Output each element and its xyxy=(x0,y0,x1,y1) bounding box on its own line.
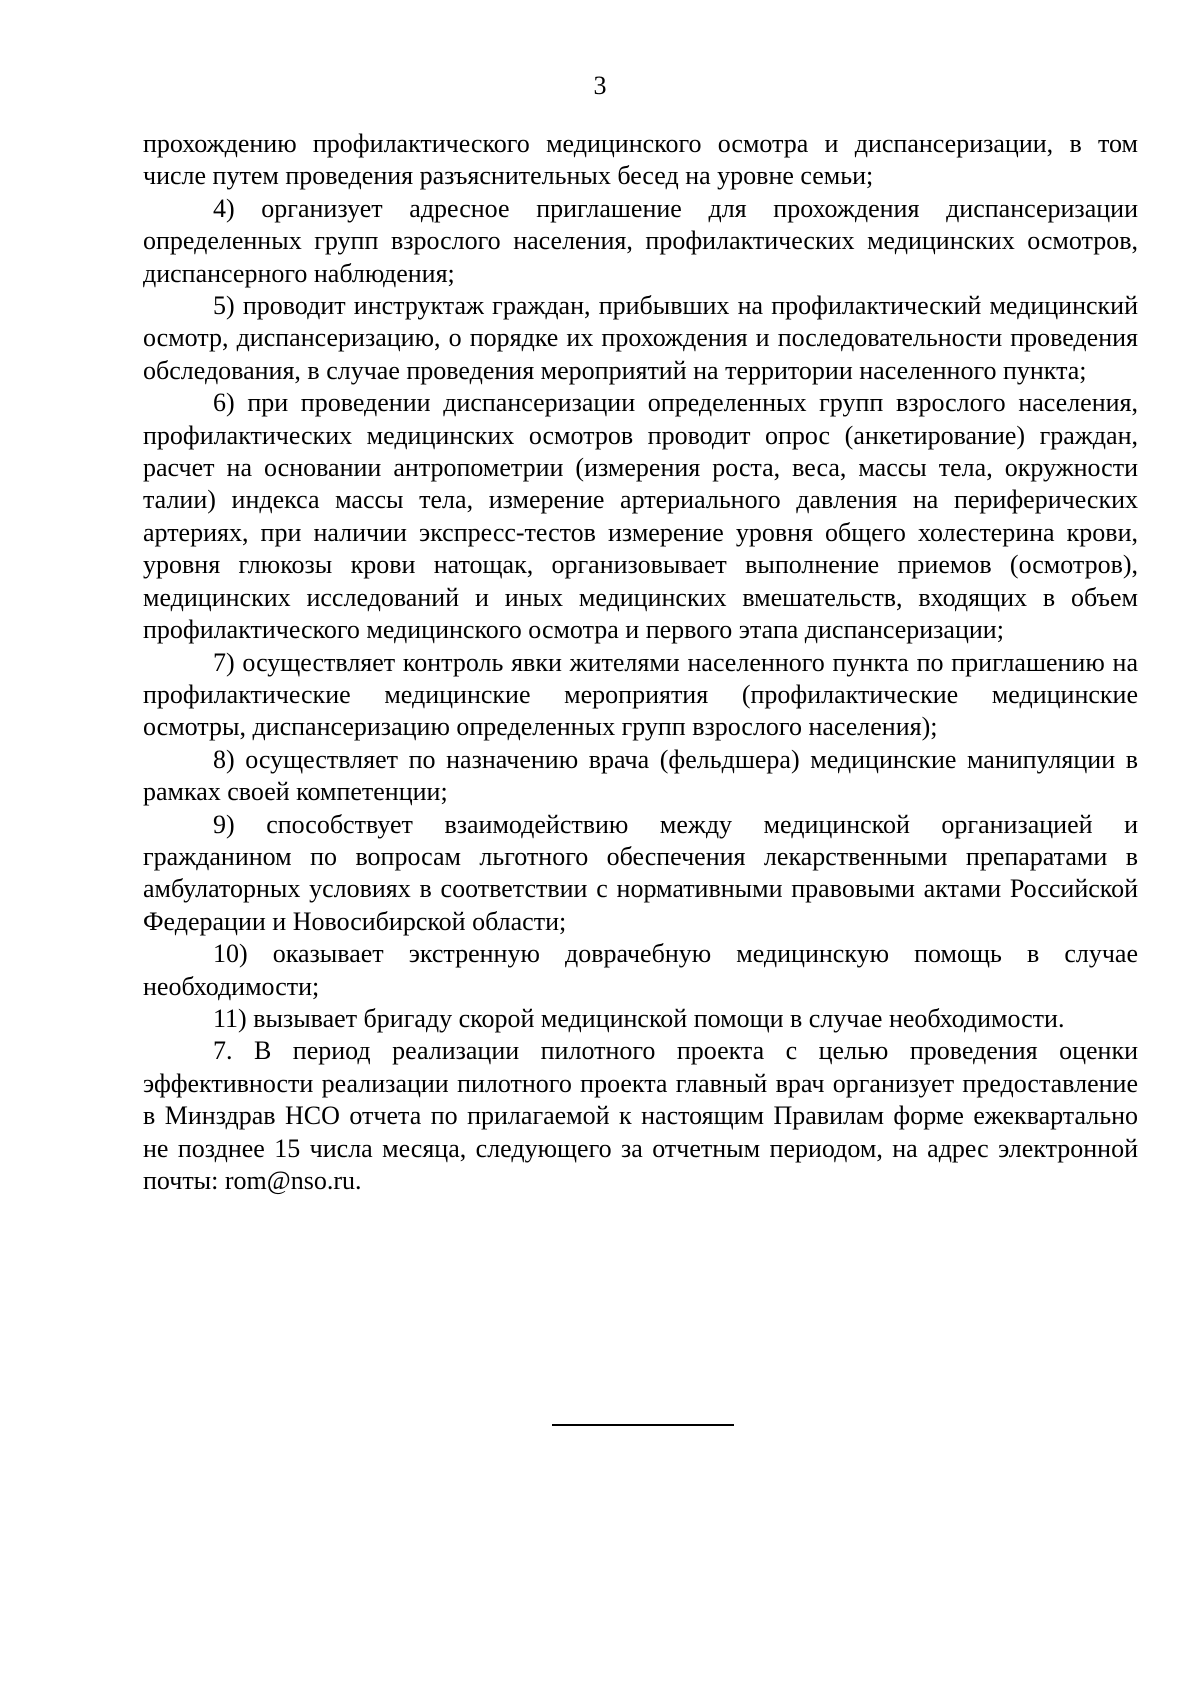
paragraph-section-7: 7. В период реализации пилотного проекта с целью проведения оценки эффективности реализации пилотного проекта главный врач организует предоставление в Минздрав НСО отчета по прилагаемой к настоящим Правилам форме ежеквартально не позднее 15 числа месяца, следующего за отчетным периодом, на адрес электронной почты: rom@nso.ru. xyxy=(143,1036,1138,1195)
paragraph-item-7: 7) осуществляет контроль явки жителями населенного пункта по приглашению на профилактические медицинские мероприятия (профилактические медицинские осмотры, диспансеризацию определенных групп взрослого населения); xyxy=(143,647,1138,742)
end-of-document-rule xyxy=(552,1424,734,1426)
paragraph-item-9: 9) способствует взаимодействию между медицинской организацией и гражданином по вопросам льготного обеспечения лекарственными препаратами в амбулаторных условиях в соответствии с нормативными правовыми актами Российской Федерации и Новосибирской области; xyxy=(143,809,1138,936)
paragraph-continuation: прохождению профилактического медицинского осмотра и диспансеризации, в том числе путем проведения разъяснительных бесед на уровне семьи; xyxy=(143,129,1138,191)
paragraph-item-6: 6) при проведении диспансеризации определенных групп взрослого населения, профилактических медицинских осмотров проводит опрос (анкетирование) граждан, расчет на основании антропометрии (измерения роста, веса, массы тела, окружности талии) индекса массы тела, измерение артериального давления на периферических артериях, при наличии экспресс-тестов измерение уровня общего холестерина крови, уровня глюкозы крови натощак, организовывает выполнение приемов (осмотров), медицинских исследований и иных медицинских вмешательств, входящих в объем профилактического медицинского осмотра и первого этапа диспансеризации; xyxy=(143,388,1138,645)
paragraph-item-5: 5) проводит инструктаж граждан, прибывших на профилактический медицинский осмотр, диспансеризацию, о порядке их прохождения и последовательности проведения обследования, в случае проведения мероприятий на территории населенного пункта; xyxy=(143,291,1138,385)
page-number: 3 xyxy=(593,71,607,100)
paragraph-item-4: 4) организует адресное приглашение для прохождения диспансеризации определенных групп взрослого населения, профилактических медицинских осмотров, диспансерного наблюдения; xyxy=(143,193,1138,288)
document-body xyxy=(143,128,1138,1197)
paragraph-item-8: 8) осуществляет по назначению врача (фельдшера) медицинские манипуляции в рамках своей компетенции; xyxy=(143,744,1138,807)
paragraph-item-10: 10) оказывает экстренную доврачебную медицинскую помощь в случае необходимости; xyxy=(143,939,1138,1001)
paragraph-item-11: 11) вызывает бригаду скорой медицинской помощи в случае необходимости. xyxy=(213,1003,1065,1033)
